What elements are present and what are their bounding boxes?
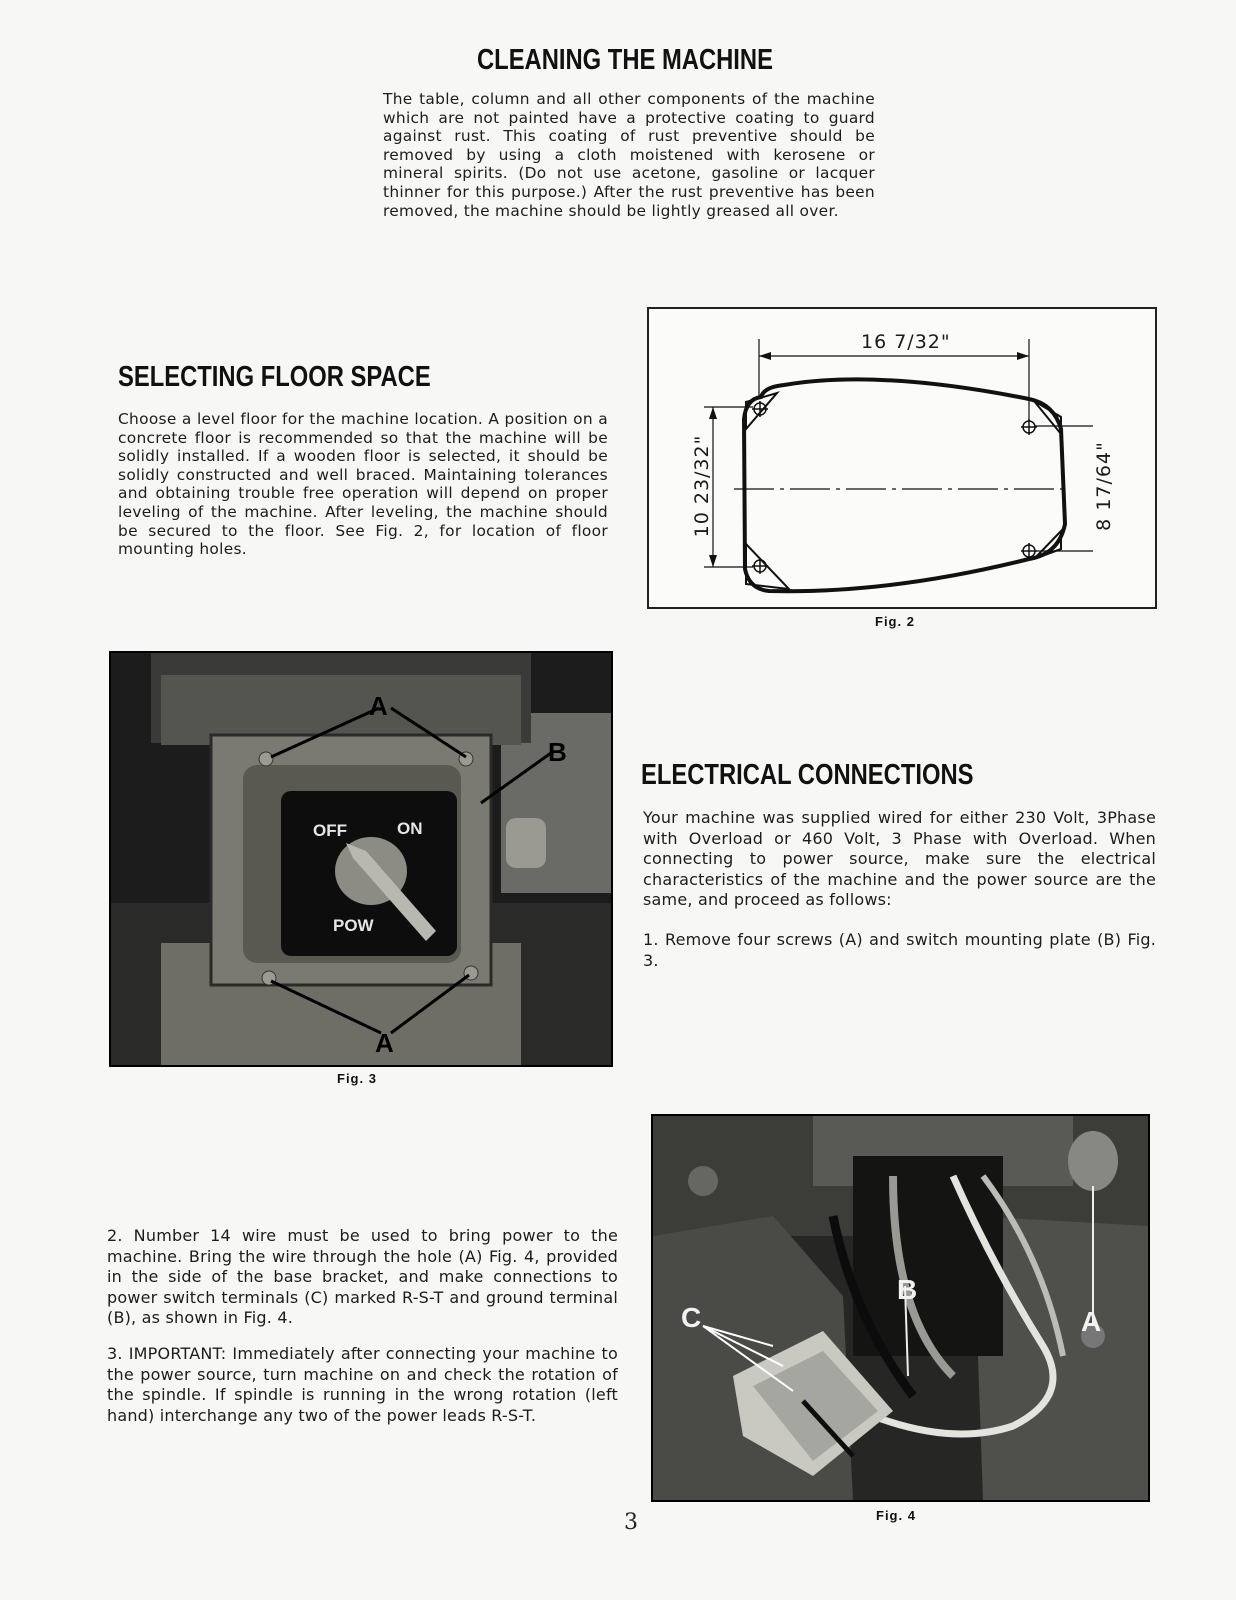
fig3-caption: Fig. 3 <box>337 1071 377 1086</box>
floor-space-heading: SELECTING FLOOR SPACE <box>118 361 431 393</box>
fig2-caption: Fig. 2 <box>875 614 915 629</box>
switch-photo <box>111 653 611 1065</box>
wiring-photo <box>653 1116 1148 1500</box>
cleaning-paragraph: The table, column and all other components of the machine which are not painted have a protective coating to guard against rust. This coating of rust preventive should be removed by using a cloth moistened with kerosene or mineral spirits. (Do not use acetone, gasoline or lacquer thinner for this purpose.) After the rust preventive has been removed, the machine should be lightly greased all over. <box>383 90 875 220</box>
dimension-left: 10 23/32" <box>691 434 713 538</box>
fig4-label-c: C <box>681 1302 702 1333</box>
electrical-step-1: 1. Remove four screws (A) and switch mounting plate (B) Fig. 3. <box>643 930 1156 970</box>
cleaning-heading: CLEANING THE MACHINE <box>477 44 773 76</box>
fig4-photo <box>651 1114 1150 1502</box>
fig4-label-b: B <box>897 1274 918 1305</box>
electrical-heading: ELECTRICAL CONNECTIONS <box>641 759 974 791</box>
electrical-step-2: 2. Number 14 wire must be used to bring power to the machine. Bring the wire through the hole (A) Fig. 4, provided in the side of the base bracket, and make connections to power switch terminals (C) marked R-S-T and ground terminal (B), as shown in Fig. 4. <box>107 1226 618 1327</box>
page-number: 3 <box>624 1510 638 1535</box>
electrical-intro: Your machine was supplied wired for either 230 Volt, 3Phase with Overload or 460 Volt, 3 Phase with Overload. When connecting to power source, make sure the electrical characteristics of the machine and the power source are the same, and proceed as follows: <box>643 808 1156 909</box>
switch-on-label: ON <box>397 819 423 838</box>
label-a-top: A <box>369 691 388 721</box>
dimension-width: 16 7/32" <box>857 331 955 353</box>
floor-space-paragraph: Choose a level floor for the machine location. A position on a concrete floor is recommended so that the machine will be solidly installed. If a wooden floor is selected, it should be solidly constructed and well braced. Maintaining tolerances and obtaining trouble free operation will depend on proper leveling of the machine. After leveling, the machine should be secured to the floor. See Fig. 2, for location of floor mounting holes. <box>118 410 608 559</box>
switch-off-label: OFF <box>313 821 347 840</box>
dimension-right: 8 17/64" <box>1093 401 1115 571</box>
fig4-label-a: A <box>1081 1306 1102 1337</box>
fig4-caption: Fig. 4 <box>876 1508 916 1523</box>
electrical-step-3: 3. IMPORTANT: Immediately after connecting your machine to the power source, turn machine on and check the rotation of the spindle. If spindle is running in the wrong rotation (left hand) interchange any two of the power leads R-S-T. <box>107 1344 618 1425</box>
mounting-holes <box>752 401 1037 574</box>
fig3-photo <box>109 651 613 1067</box>
fig2-diagram <box>647 307 1157 609</box>
switch-power-label: POW <box>333 916 374 935</box>
label-a-bottom: A <box>375 1028 394 1058</box>
floor-plan-drawing <box>649 309 1155 607</box>
label-b: B <box>548 737 567 767</box>
